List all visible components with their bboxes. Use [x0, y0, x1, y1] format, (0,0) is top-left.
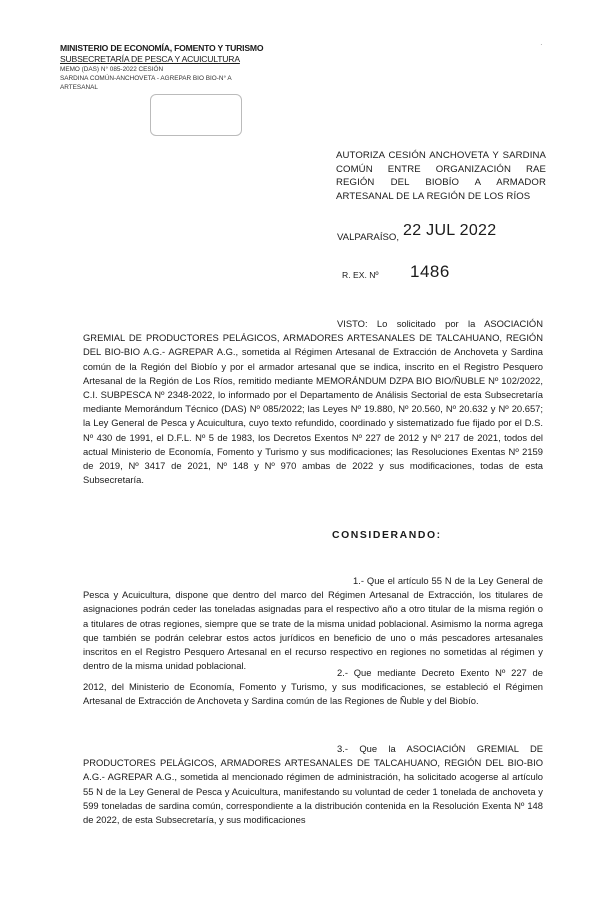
document-date: 22 JUL 2022 — [403, 222, 497, 239]
resolution-number: 1486 — [410, 262, 450, 281]
visto-label: VISTO: — [337, 318, 368, 329]
paragraph-number: 3.- — [337, 743, 348, 754]
paragraph-text: Que la ASOCIACIÓN GREMIAL DE PRODUCTORES PELÁGICOS, ARMADORES ARTESANALES DE TALCAHUANO, REGIÓN DEL BIO-BIO A.G.- AGREPAR A.G., sometida al mencionado régimen de administración, ha solicitado acogerse al artículo 55 N de la Ley General de Pesca y Acuicultura, manifestando su voluntad de ceder 1 tonelada de anchoveta y 599 toneladas de sardina común, correspondiente a la distribución contenida en la Resolución Exenta Nº 148 de 2022, de esta Subsecretaría, y sus modificaciones — [83, 743, 544, 826]
subsecretariat-name: SUBSECRETARÍA DE PESCA Y ACUICULTURA — [60, 54, 240, 64]
paragraph-text: Que el artículo 55 N de la Ley General de Pesca y Acuicultura, dispone que dentro del marco del Régimen Artesanal de Extracción, los titulares de asignaciones podrán ceder las toneladas asignadas para el respectivo año a otro titular de la misma región o a titulares de otras regiones, siempre que se trate de la misma unidad poblacional. Asimismo la norma agrega que también se podrán celebrar estos actos jurídicos en beneficio de uno o más pescadores artesanales inscritos en el Registro Pesquero Artesanal en el recurso respectivo en regiones no sometidas al régimen y dentro de la misma unidad poblacional. — [83, 575, 543, 672]
memo-subject-cont: ARTESANAL — [60, 84, 98, 91]
considerando-paragraph-1 — [83, 574, 543, 673]
ministry-name: MINISTERIO DE ECONOMÍA, FOMENTO Y TURISMO — [60, 43, 264, 53]
paragraph-number: 1.- — [353, 575, 364, 586]
paragraph-text: Que mediante Decreto Exento Nº 227 de 2012, del Ministerio de Economía, Fomento y Turismo, y sus modificaciones, se estableció el Régimen Artesanal de Extracción de Anchoveta y Sardina común de las Regiones de Ñuble y del Biobío. — [83, 667, 543, 707]
visto-section — [83, 317, 543, 487]
place-label: VALPARAÍSO, — [337, 232, 400, 243]
memo-subject: SARDINA COMÚN-ANCHOVETA - AGREPAR BIO BIO-N° A — [60, 75, 232, 82]
document-title: AUTORIZA CESIÓN ANCHOVETA Y SARDINA COMÚN ENTRE ORGANIZACIÓN RAE REGIÓN DEL BIOBÍO A ARMADOR ARTESANAL DE LA REGIÓN DE LOS RÍOS — [336, 150, 546, 202]
letterhead — [60, 43, 270, 92]
considerando-heading: CONSIDERANDO: — [332, 530, 442, 541]
office-stamp — [150, 94, 242, 136]
paragraph-number: 2.- — [337, 667, 348, 678]
corner-mark: · — [540, 40, 543, 49]
considerando-paragraph-2 — [83, 666, 543, 709]
considerando-paragraph-3 — [83, 742, 543, 827]
visto-text: Lo solicitado por la ASOCIACIÓN GREMIAL DE PRODUCTORES PELÁGICOS, ARMADORES ARTESANALES DE TALCAHUANO, REGIÓN DEL BIO-BIO A.G.- AGREPAR A.G., sometida al Régimen Artesanal de Extracción de Anchoveta y Sardina común de la Región del Biobío y por el armador artesanal que se indica, inscrito en el Registro Pesquero Artesanal de la Región de Los Ríos, remitido mediante MEMORÁNDUM DZPA BIO BIO/ÑUBLE Nº 102/2022, C.I. SUBPESCA Nº 2348-2022, lo informado por el Departamento de Análisis Sectorial de esta Subsecretaría mediante Memorándum Técnico (DAS) Nº 085/2022; las Leyes Nº 19.880, Nº 20.560, Nº 20.632 y Nº 20.657; la Ley General de Pesca y Acuicultura, cuyo texto refundido, coordinado y sistematizado fue fijado por el D.S. Nº 430 de 1991, el D.F.L. Nº 5 de 1983, los Decretos Exentos Nº 227 de 2012 y Nº 217 de 2021, todos del actual Ministerio de Economía, Fomento y Turismo y sus modificaciones; las Resoluciones Exentas Nº 2159 de 2019, Nº 3417 de 2021, Nº 148 y Nº 970 ambas de 2022 y sus modificaciones, todas de esta Subsecretaría. — [83, 318, 543, 486]
resolution-label: R. EX. Nº — [342, 270, 379, 280]
memo-reference: MEMO (DAS) N° 085-2022 CESIÓN — [60, 66, 164, 73]
